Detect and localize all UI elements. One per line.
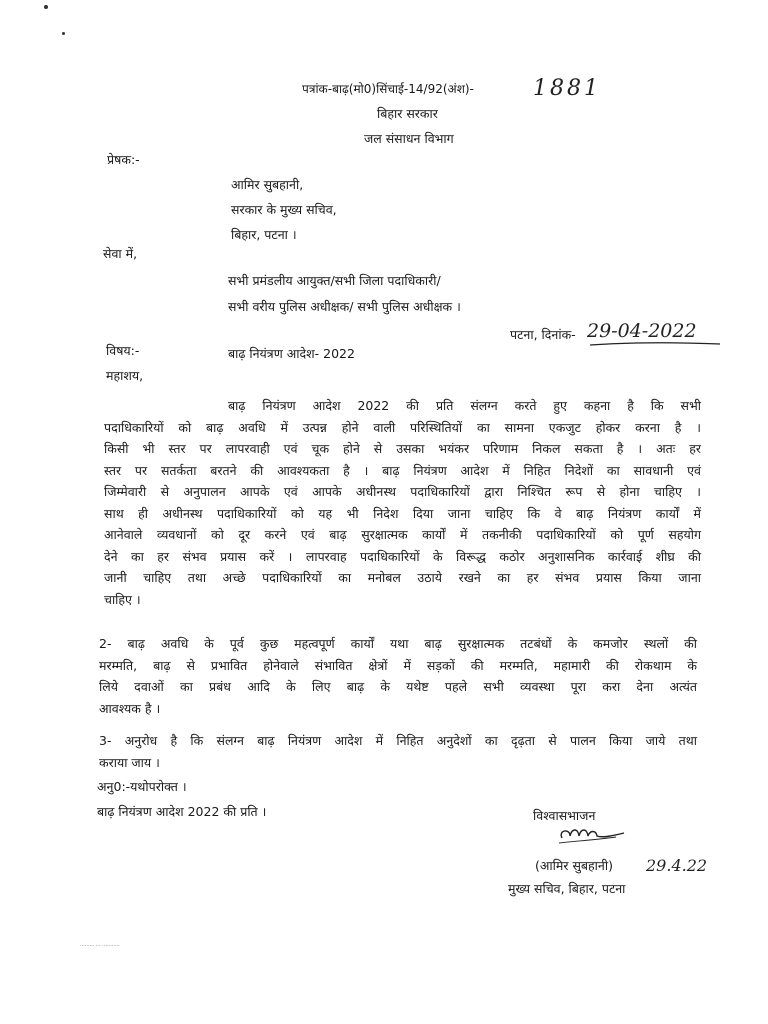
body-line: 2- बाढ़ अवधि के पूर्व कुछ महत्वपूर्ण कार्यों यथा बाढ़ सुरक्षात्मक तटबंधों के कमजोर स्थलों की [99,636,697,651]
recipient-label: सेवा में, [103,246,138,261]
body-line: स्तर पर सतर्कता बरतने की आवश्यकता है । बाढ़ नियंत्रण आदेश में निहित निदेशों का सावधानी एवं [104,462,701,478]
sender-line: आमिर सुबहानी, [231,177,304,192]
signatory-name: (आमिर सुबहानी) [535,858,613,873]
body-paragraph-1 [104,395,701,610]
body-line: कराया जाय । [99,754,160,770]
recipient-line: सभी वरीय पुलिस अधीक्षक/ सभी पुलिस अधीक्षक । [228,299,461,314]
enclosure-item: बाढ़ नियंत्रण आदेश 2022 की प्रति । [97,804,267,819]
footer-scan-mark: ········· ··· ··········· [80,943,120,949]
signatory-designation: मुख्य सचिव, बिहार, पटना [508,881,626,896]
scan-speck [62,32,65,35]
reference-number: पत्रांक-बाढ़(मो0)सिंचाई-14/92(अंश)- [302,82,474,96]
date-label: पटना, दिनांक- [510,327,576,342]
body-line: पदाधिकारियों को बाढ़ अवधि में उत्पन्न होने वाली परिस्थितियों का सामना एकजुट होकर करना है । [104,419,701,435]
body-line: मरम्मति, बाढ़ से प्रभावित होनेवाले संभावित क्षेत्रों में सड़कों की मरम्मति, महामारी की रोकथाम के [99,657,697,673]
closing-text: विश्वासभाजन [533,808,596,823]
reference-handwritten: 1881 [533,76,601,101]
body-line: लिये दवाओं का प्रबंध आदि के लिए बाढ़ के यथेष्ट पहले सभी व्यवस्था पूरा करा देना अत्यंत [99,679,697,694]
body-line: जानी चाहिए तथा अच्छे पदाधिकारियों का मनोबल उठाये रखने का हर संभव प्रयास किया जाना [104,570,701,585]
body-paragraph-2 [99,633,697,719]
recipient-line: सभी प्रमंडलीय आयुक्त/सभी जिला पदाधिकारी/ [228,273,441,288]
sender-line: बिहार, पटना । [231,227,297,242]
subject-label: विषय:- [106,343,140,358]
sender-label: प्रेषक:- [107,152,140,167]
date-handwritten: 29-04-2022 [587,320,697,342]
body-line: चाहिए । [104,591,141,607]
signature-scribble [556,824,628,848]
signature-date: 29.4.22 [646,856,708,875]
sender-line: सरकार के मुख्य सचिव, [231,202,337,217]
body-line: 3- अनुरोध है कि संलग्न बाढ़ नियंत्रण आदेश में निहित अनुदेशों का दृढ़ता से पालन किया जाये तथा [99,733,697,748]
body-line: जिम्मेवारी से अनुपालन आपके एवं आपके अधीनस्थ पदाधिकारियों द्वारा निश्चित रूप से होना चाहिए । [104,484,701,499]
salutation: महाशय, [106,368,144,383]
body-paragraph-3 [99,730,697,773]
subject-text: बाढ़ नियंत्रण आदेश- 2022 [228,346,355,361]
body-line: आनेवाले व्यवधानों को दूर करने एवं बाढ़ सुरक्षात्मक कार्यों में तकनीकी पदाधिकारियों को पूर्ण सहयोग [104,527,701,542]
department-name: जल संसाधन विभाग [364,131,454,146]
body-line: बाढ़ नियंत्रण आदेश 2022 की प्रति संलग्न करते हुए कहना है कि सभी [228,398,701,413]
scan-speck [44,5,48,9]
body-line: किसी भी स्तर पर लापरवाही एवं चूक होने से उसका भयंकर परिणाम निकल सकता है । अतः हर [104,441,701,456]
body-line: आवश्यक है । [99,700,161,716]
enclosure-label: अनु0:-यथोपरोक्त । [97,779,187,794]
body-line: देने का हर संभव प्रयास करें । लापरवाह पदाधिकारियों के विरूद्ध कठोर अनुशासनिक कार्रवाई शीघ्र की [104,548,701,564]
government-name: बिहार सरकार [377,106,438,121]
date-underline [588,340,723,348]
body-line: साथ ही अधीनस्थ पदाधिकारियों को यह भी निदेश दिया जाना चाहिए कि वे बाढ़ नियंत्रण कार्यों में [104,505,701,521]
